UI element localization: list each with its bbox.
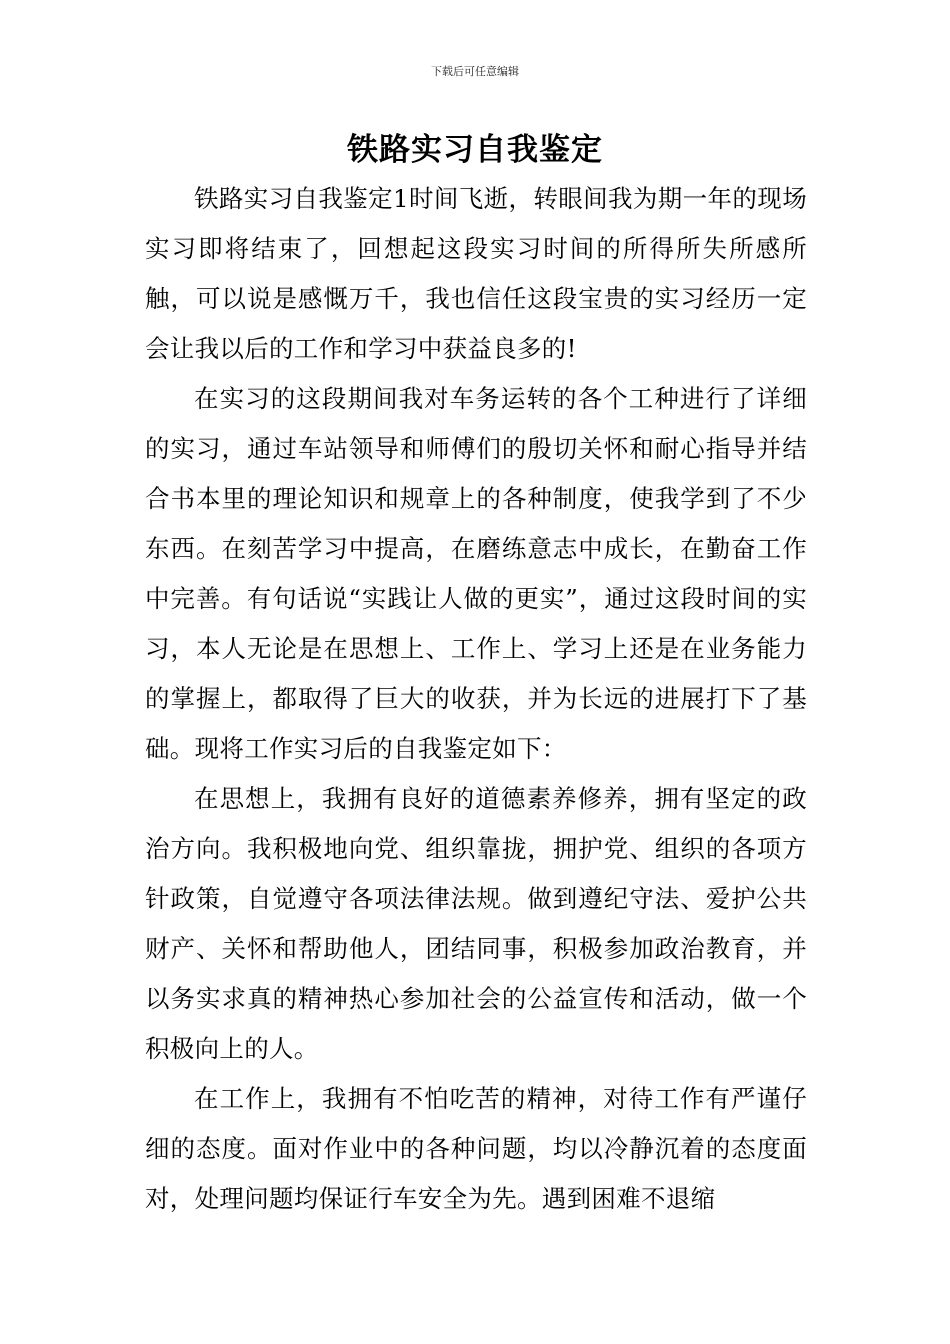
paragraph-internship: 在实习的这段期间我对车务运转的各个工种进行了详细的实习，通过车站领导和师傅们的殷切关怀和耐心指导并结合书本里的理论知识和规章上的各种制度，使我学到了不少东西。在刻苦学习中提高，在磨练意志中成长，在勤奋工作中完善。有句话说“实践让人做的更实”，通过这段时间的实习，本人无论是在思想上、工作上、学习上还是在业务能力的掌握上，都取得了巨大的收获，并为长远的进展打下了基础。现将工作实习后的自我鉴定如下： — [145, 384, 807, 763]
header-note: 下载后可任意编辑 — [431, 65, 519, 78]
document-body — [145, 174, 807, 1224]
paragraph-intro: 铁路实习自我鉴定1时间飞逝，转眼间我为期一年的现场实习即将结束了，回想起这段实习时间的所得所失所感所触，可以说是感慨万千，我也信任这段宝贵的实习经历一定会让我以后的工作和学习中获益良多的! — [145, 184, 807, 363]
paragraph-ideology: 在思想上，我拥有良好的道德素养修养，拥有坚定的政治方向。我积极地向党、组织靠拢，拥护党、组织的各项方针政策，自觉遵守各项法律法规。做到遵纪守法、爱护公共财产、关怀和帮助他人，团结同事，积极参加政治教育，并以务实求真的精神热心参加社会的公益宣传和活动，做一个积极向上的人。 — [145, 784, 807, 1063]
document-title: 铁路实习自我鉴定 — [347, 132, 603, 168]
paragraph-work: 在工作上，我拥有不怕吃苦的精神，对待工作有严谨仔细的态度。面对作业中的各种问题，均以冷静沉着的态度面对，处理问题均保证行车安全为先。遇到困难不退缩 — [145, 1084, 807, 1213]
